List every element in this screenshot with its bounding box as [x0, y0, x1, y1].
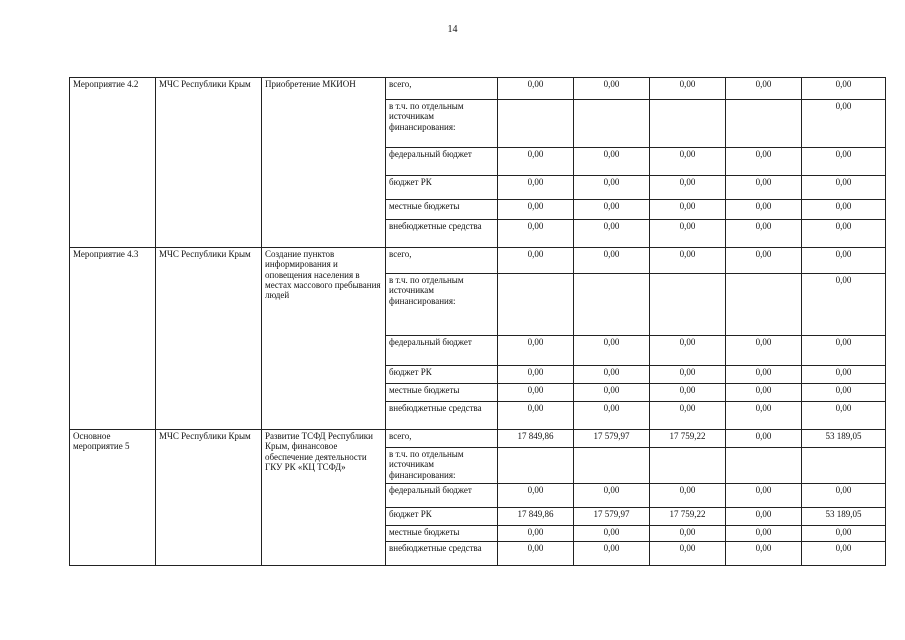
amount-cell: 0,00 [574, 78, 650, 100]
amount-cell: 0,00 [802, 200, 886, 220]
funding-source-cell: внебюджетные средства [386, 542, 498, 566]
amount-cell: 0,00 [574, 542, 650, 566]
amount-cell: 0,00 [726, 542, 802, 566]
amount-cell: 0,00 [726, 526, 802, 542]
amount-cell [498, 274, 574, 336]
amount-cell [574, 274, 650, 336]
amount-cell: 0,00 [726, 176, 802, 200]
amount-cell: 0,00 [650, 200, 726, 220]
amount-cell: 0,00 [650, 148, 726, 176]
amount-cell: 0,00 [802, 100, 886, 148]
amount-cell: 0,00 [650, 542, 726, 566]
amount-cell: 17 759,22 [650, 508, 726, 526]
amount-cell: 0,00 [802, 336, 886, 366]
amount-cell: 0,00 [498, 148, 574, 176]
amount-cell: 17 579,97 [574, 508, 650, 526]
amount-cell: 0,00 [498, 336, 574, 366]
amount-cell: 53 189,05 [802, 508, 886, 526]
amount-cell [650, 100, 726, 148]
activity-cell: Мероприятие 4.2 [70, 78, 156, 248]
amount-cell: 0,00 [574, 200, 650, 220]
funding-source-cell: бюджет РК [386, 366, 498, 384]
amount-cell: 0,00 [802, 148, 886, 176]
amount-cell: 17 759,22 [650, 430, 726, 448]
amount-cell: 0,00 [802, 274, 886, 336]
amount-cell: 0,00 [726, 366, 802, 384]
amount-cell: 0,00 [802, 176, 886, 200]
amount-cell: 17 849,86 [498, 430, 574, 448]
funding-table-body [70, 78, 886, 566]
amount-cell: 0,00 [802, 220, 886, 248]
amount-cell: 0,00 [574, 484, 650, 508]
measure-name-cell: Создание пунктов информирования и оповещения населения в местах массового пребывания людей [262, 248, 386, 430]
amount-cell: 0,00 [498, 484, 574, 508]
amount-cell: 17 849,86 [498, 508, 574, 526]
amount-cell: 0,00 [498, 176, 574, 200]
amount-cell: 0,00 [574, 402, 650, 430]
table-row [70, 248, 886, 274]
amount-cell: 0,00 [802, 542, 886, 566]
amount-cell: 17 579,97 [574, 430, 650, 448]
amount-cell: 0,00 [498, 384, 574, 402]
amount-cell: 53 189,05 [802, 430, 886, 448]
funding-source-cell: местные бюджеты [386, 384, 498, 402]
amount-cell: 0,00 [802, 402, 886, 430]
amount-cell [726, 448, 802, 484]
amount-cell: 0,00 [802, 526, 886, 542]
amount-cell: 0,00 [574, 366, 650, 384]
funding-source-cell: федеральный бюджет [386, 148, 498, 176]
amount-cell: 0,00 [498, 366, 574, 384]
funding-source-cell: всего, [386, 78, 498, 100]
amount-cell: 0,00 [574, 336, 650, 366]
amount-cell: 0,00 [650, 526, 726, 542]
amount-cell [650, 274, 726, 336]
activity-cell: Мероприятие 4.3 [70, 248, 156, 430]
funding-table [69, 77, 886, 566]
amount-cell [498, 100, 574, 148]
amount-cell: 0,00 [726, 220, 802, 248]
amount-cell [498, 448, 574, 484]
amount-cell: 0,00 [802, 384, 886, 402]
activity-cell: Основное мероприятие 5 [70, 430, 156, 566]
amount-cell [726, 100, 802, 148]
funding-source-cell: местные бюджеты [386, 200, 498, 220]
funding-source-cell: местные бюджеты [386, 526, 498, 542]
amount-cell: 0,00 [498, 542, 574, 566]
amount-cell: 0,00 [726, 508, 802, 526]
amount-cell: 0,00 [574, 384, 650, 402]
funding-source-cell: всего, [386, 430, 498, 448]
amount-cell: 0,00 [574, 148, 650, 176]
amount-cell: 0,00 [726, 78, 802, 100]
funding-source-cell: в т.ч. по отдельным источникам финансирования: [386, 274, 498, 336]
table-row [70, 430, 886, 448]
amount-cell: 0,00 [574, 248, 650, 274]
executor-cell: МЧС Республики Крым [156, 248, 262, 430]
amount-cell: 0,00 [498, 248, 574, 274]
amount-cell: 0,00 [802, 78, 886, 100]
amount-cell: 0,00 [574, 526, 650, 542]
amount-cell: 0,00 [650, 248, 726, 274]
measure-name-cell: Приобретение МКИОН [262, 78, 386, 248]
amount-cell: 0,00 [802, 248, 886, 274]
amount-cell: 0,00 [574, 176, 650, 200]
amount-cell: 0,00 [574, 220, 650, 248]
amount-cell: 0,00 [650, 384, 726, 402]
amount-cell: 0,00 [498, 200, 574, 220]
amount-cell: 0,00 [726, 384, 802, 402]
amount-cell: 0,00 [802, 484, 886, 508]
executor-cell: МЧС Республики Крым [156, 78, 262, 248]
amount-cell: 0,00 [650, 366, 726, 384]
measure-name-cell: Развитие ТСФД Республики Крым, финансовое обеспечение деятельности ГКУ РК «КЦ ТСФД» [262, 430, 386, 566]
funding-source-cell: внебюджетные средства [386, 220, 498, 248]
funding-source-cell: в т.ч. по отдельным источникам финансирования: [386, 100, 498, 148]
amount-cell: 0,00 [726, 484, 802, 508]
amount-cell: 0,00 [498, 220, 574, 248]
executor-cell: МЧС Республики Крым [156, 430, 262, 566]
funding-source-cell: всего, [386, 248, 498, 274]
amount-cell: 0,00 [650, 176, 726, 200]
funding-source-cell: в т.ч. по отдельным источникам финансирования: [386, 448, 498, 484]
page-number: 14 [447, 24, 458, 35]
amount-cell: 0,00 [726, 248, 802, 274]
amount-cell [802, 448, 886, 484]
amount-cell: 0,00 [802, 366, 886, 384]
amount-cell: 0,00 [650, 484, 726, 508]
table-row [70, 78, 886, 100]
amount-cell: 0,00 [498, 402, 574, 430]
funding-source-cell: внебюджетные средства [386, 402, 498, 430]
amount-cell: 0,00 [726, 430, 802, 448]
amount-cell: 0,00 [650, 402, 726, 430]
funding-source-cell: бюджет РК [386, 508, 498, 526]
amount-cell [574, 100, 650, 148]
funding-source-cell: федеральный бюджет [386, 336, 498, 366]
amount-cell [726, 274, 802, 336]
amount-cell: 0,00 [726, 402, 802, 430]
amount-cell: 0,00 [726, 148, 802, 176]
amount-cell: 0,00 [498, 526, 574, 542]
amount-cell: 0,00 [726, 200, 802, 220]
amount-cell [574, 448, 650, 484]
funding-source-cell: бюджет РК [386, 176, 498, 200]
amount-cell: 0,00 [650, 220, 726, 248]
amount-cell: 0,00 [650, 336, 726, 366]
amount-cell: 0,00 [726, 336, 802, 366]
funding-source-cell: федеральный бюджет [386, 484, 498, 508]
amount-cell [650, 448, 726, 484]
amount-cell: 0,00 [650, 78, 726, 100]
amount-cell: 0,00 [498, 78, 574, 100]
